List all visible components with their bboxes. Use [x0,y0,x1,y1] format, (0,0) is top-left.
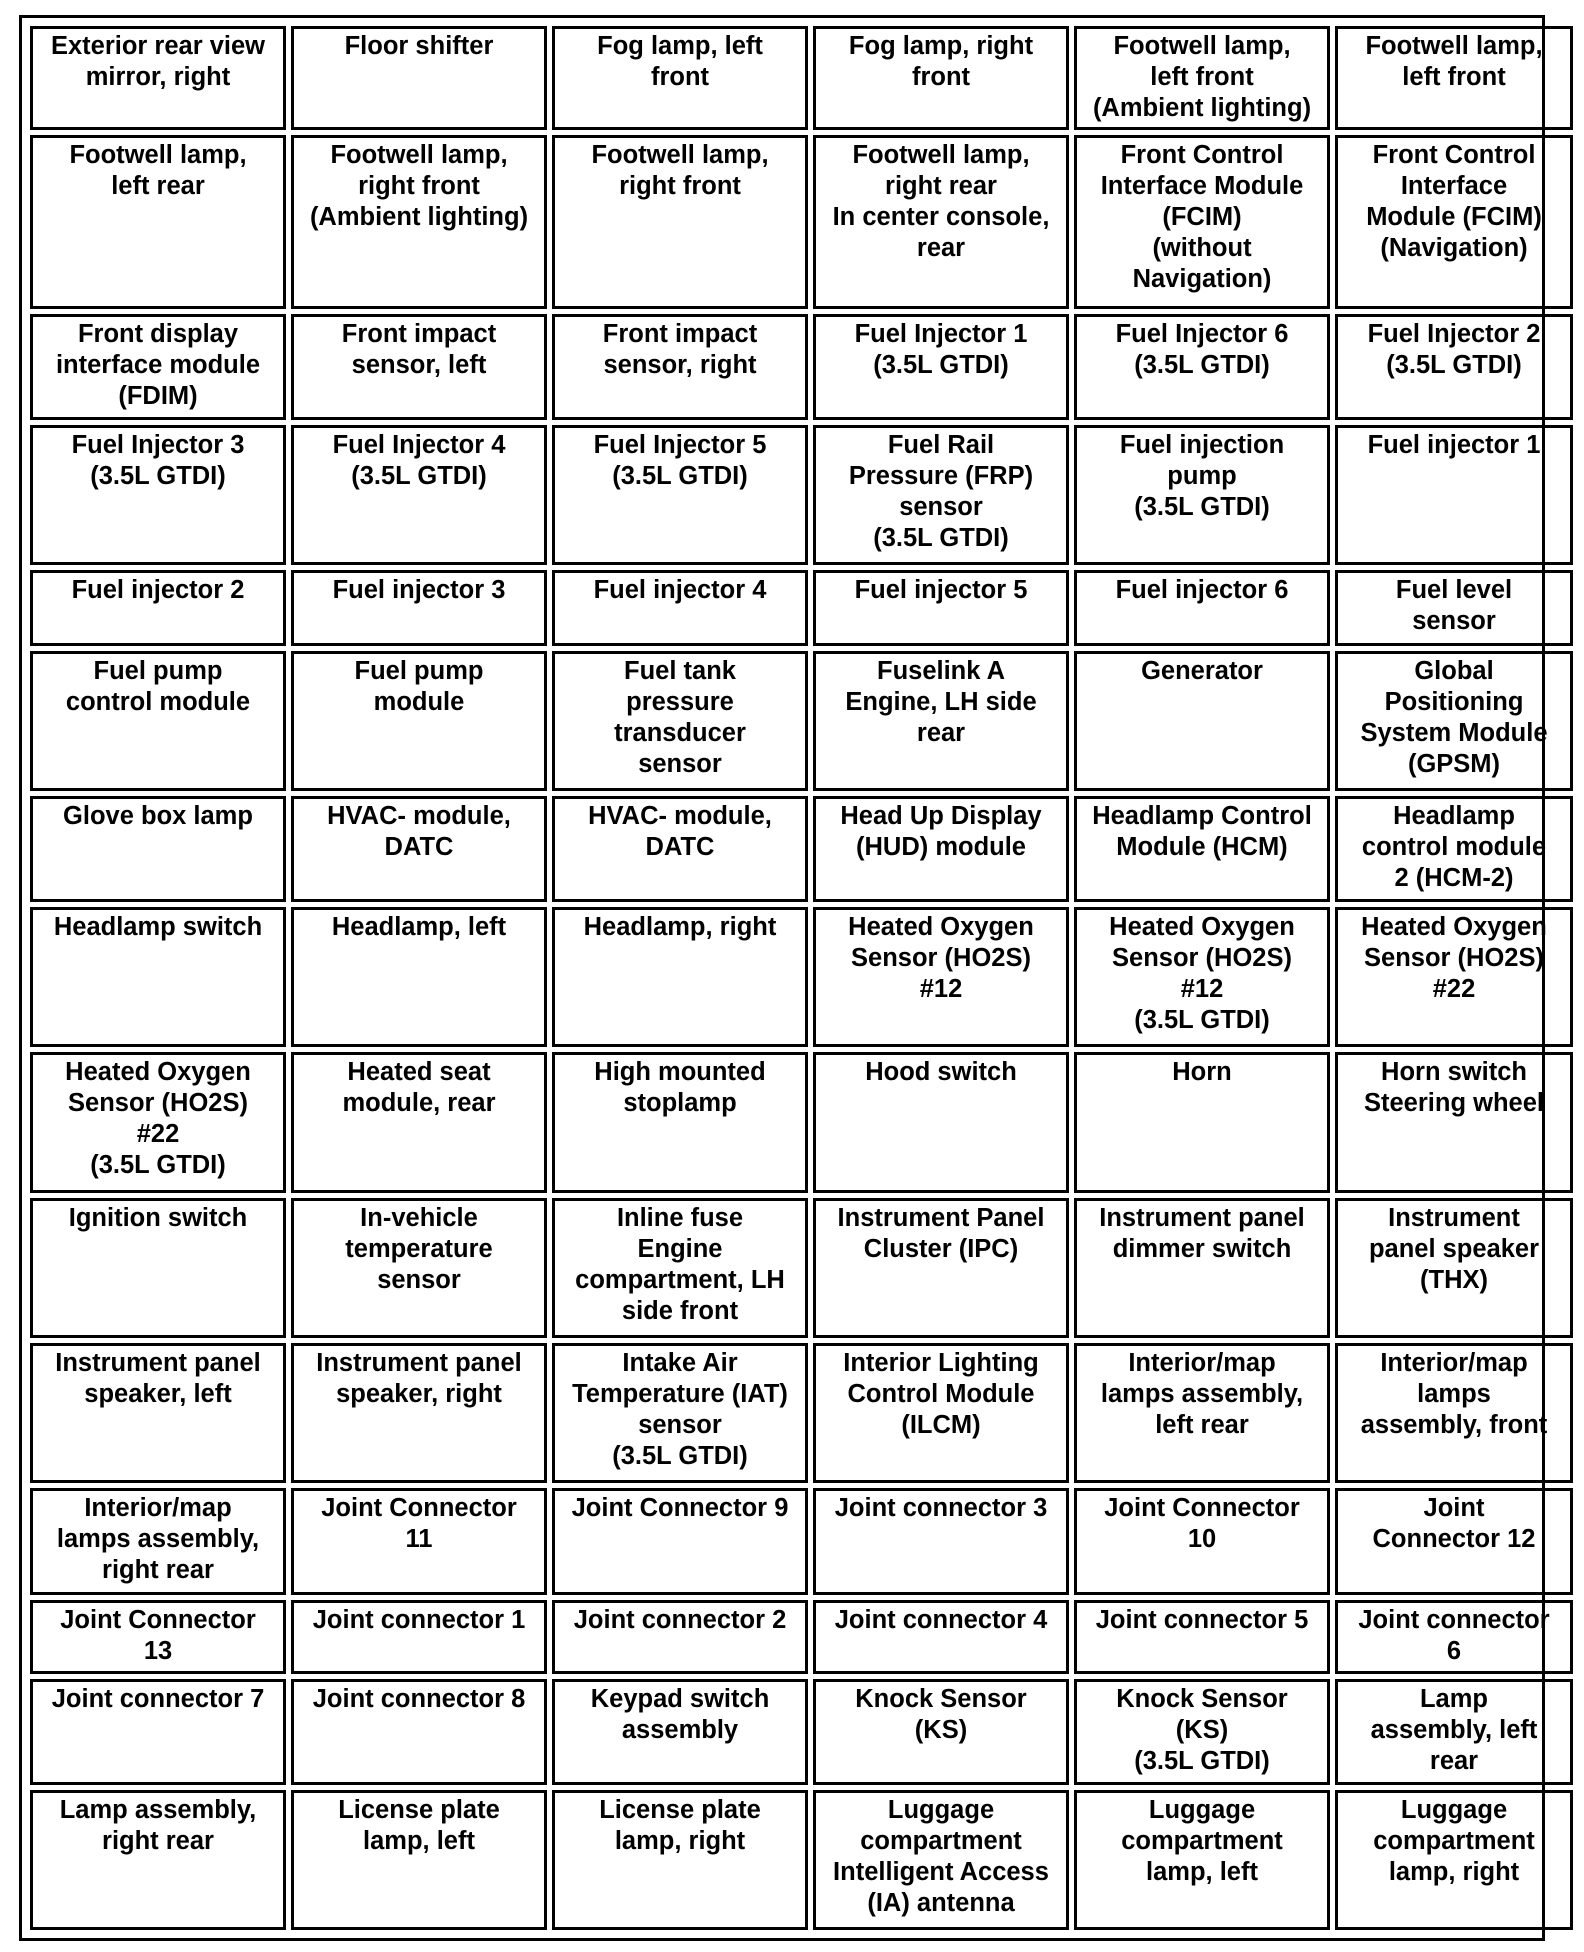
table-row [30,1488,1573,1595]
table-cell: Footwell lamp, right front [552,135,808,309]
table-cell: Heated Oxygen Sensor (HO2S) #22 [1335,907,1573,1047]
table-row [30,907,1573,1047]
table-cell: Head Up Display (HUD) module [813,796,1069,902]
table-cell: Interior/map lamps assembly, right rear [30,1488,286,1595]
table-row [30,135,1573,309]
table-row [30,425,1573,564]
table-cell: Heated Oxygen Sensor (HO2S) #12 (3.5L GTDI) [1074,907,1330,1047]
table-cell: Interior/map lamps assembly, front [1335,1343,1573,1483]
table-cell: Fuel Injector 3 (3.5L GTDI) [30,425,286,564]
table-cell: HVAC- module, DATC [552,796,808,902]
table-row [30,1198,1573,1338]
table-cell: Fuselink A Engine, LH side rear [813,651,1069,791]
table-cell: Horn [1074,1052,1330,1192]
table-row [30,1600,1573,1674]
table-cell: Front impact sensor, left [291,314,547,421]
table-cell: Exterior rear view mirror, right [30,26,286,130]
table-cell: Fuel level sensor [1335,570,1573,646]
table-cell: Fuel injector 4 [552,570,808,646]
table-row [30,1790,1573,1930]
table-row [30,314,1573,421]
table-cell: Footwell lamp, left front (Ambient lighting) [1074,26,1330,130]
table-cell: Headlamp switch [30,907,286,1047]
table-cell: Knock Sensor (KS) [813,1679,1069,1786]
table-row [30,796,1573,902]
table-cell: Fuel injector 6 [1074,570,1330,646]
table-row [30,1052,1573,1192]
table-cell: Fuel Injector 5 (3.5L GTDI) [552,425,808,564]
table-cell: Horn switch Steering wheel [1335,1052,1573,1192]
component-index-table [25,21,1578,1935]
table-cell: Footwell lamp, left front [1335,26,1573,130]
table-cell: Joint Connector 12 [1335,1488,1573,1595]
table-cell: Instrument panel dimmer switch [1074,1198,1330,1338]
table-cell: Headlamp Control Module (HCM) [1074,796,1330,902]
table-cell: Heated Oxygen Sensor (HO2S) #22 (3.5L GTDI) [30,1052,286,1192]
table-cell: Joint Connector 13 [30,1600,286,1674]
table-cell: Instrument panel speaker, left [30,1343,286,1483]
table-cell: Joint connector 8 [291,1679,547,1786]
table-cell: Joint connector 2 [552,1600,808,1674]
table-row [30,570,1573,646]
table-cell: License plate lamp, left [291,1790,547,1930]
table-cell: Footwell lamp, right front (Ambient lighting) [291,135,547,309]
table-cell: Joint Connector 11 [291,1488,547,1595]
table-cell: Joint connector 4 [813,1600,1069,1674]
table-cell: Fuel injector 1 [1335,425,1573,564]
table-cell: Joint Connector 9 [552,1488,808,1595]
table-cell: Joint connector 6 [1335,1600,1573,1674]
table-cell: Luggage compartment lamp, left [1074,1790,1330,1930]
table-cell: Inline fuse Engine compartment, LH side front [552,1198,808,1338]
table-row [30,26,1573,130]
table-row [30,651,1573,791]
table-cell: Front display interface module (FDIM) [30,314,286,421]
table-cell: Footwell lamp, left rear [30,135,286,309]
component-index-table-frame [19,15,1550,1941]
table-cell: Heated Oxygen Sensor (HO2S) #12 [813,907,1069,1047]
table-cell: Front Control Interface Module (FCIM) (Navigation) [1335,135,1573,309]
table-cell: Fog lamp, left front [552,26,808,130]
table-cell: Generator [1074,651,1330,791]
table-cell: Fuel injector 5 [813,570,1069,646]
table-cell: Fuel tank pressure transducer sensor [552,651,808,791]
table-cell: Fuel Injector 2 (3.5L GTDI) [1335,314,1573,421]
table-cell: Fog lamp, right front [813,26,1069,130]
table-cell: Joint Connector 10 [1074,1488,1330,1595]
component-table-body [30,26,1573,1930]
table-cell: Fuel pump module [291,651,547,791]
table-cell: Luggage compartment lamp, right [1335,1790,1573,1930]
table-cell: Hood switch [813,1052,1069,1192]
table-cell: Headlamp control module 2 (HCM-2) [1335,796,1573,902]
table-cell: Joint connector 1 [291,1600,547,1674]
table-cell: Joint connector 5 [1074,1600,1330,1674]
table-cell: Knock Sensor (KS) (3.5L GTDI) [1074,1679,1330,1786]
table-cell: Fuel Injector 4 (3.5L GTDI) [291,425,547,564]
table-cell: Global Positioning System Module (GPSM) [1335,651,1573,791]
table-cell: Front Control Interface Module (FCIM) (without Navigation) [1074,135,1330,309]
table-cell: Footwell lamp, right rear In center console, rear [813,135,1069,309]
table-cell: License plate lamp, right [552,1790,808,1930]
table-cell: HVAC- module, DATC [291,796,547,902]
table-cell: Fuel injector 3 [291,570,547,646]
table-cell: Lamp assembly, right rear [30,1790,286,1930]
table-cell: Instrument panel speaker (THX) [1335,1198,1573,1338]
table-cell: In-vehicle temperature sensor [291,1198,547,1338]
table-cell: Fuel injector 2 [30,570,286,646]
table-cell: Heated seat module, rear [291,1052,547,1192]
table-cell: Lamp assembly, left rear [1335,1679,1573,1786]
table-cell: Instrument panel speaker, right [291,1343,547,1483]
table-row [30,1679,1573,1786]
table-cell: Fuel Rail Pressure (FRP) sensor (3.5L GTDI) [813,425,1069,564]
table-cell: Joint connector 3 [813,1488,1069,1595]
table-cell: Interior Lighting Control Module (ILCM) [813,1343,1069,1483]
table-cell: Ignition switch [30,1198,286,1338]
table-cell: Floor shifter [291,26,547,130]
table-cell: Intake Air Temperature (IAT) sensor (3.5L GTDI) [552,1343,808,1483]
table-cell: Glove box lamp [30,796,286,902]
table-cell: Joint connector 7 [30,1679,286,1786]
table-cell: Fuel injection pump (3.5L GTDI) [1074,425,1330,564]
table-row [30,1343,1573,1483]
table-cell: Headlamp, left [291,907,547,1047]
table-cell: Front impact sensor, right [552,314,808,421]
table-cell: Interior/map lamps assembly, left rear [1074,1343,1330,1483]
table-cell: Instrument Panel Cluster (IPC) [813,1198,1069,1338]
table-cell: Fuel pump control module [30,651,286,791]
table-cell: Keypad switch assembly [552,1679,808,1786]
table-cell: High mounted stoplamp [552,1052,808,1192]
table-cell: Fuel Injector 1 (3.5L GTDI) [813,314,1069,421]
table-cell: Headlamp, right [552,907,808,1047]
table-cell: Fuel Injector 6 (3.5L GTDI) [1074,314,1330,421]
table-cell: Luggage compartment Intelligent Access (IA) antenna [813,1790,1069,1930]
